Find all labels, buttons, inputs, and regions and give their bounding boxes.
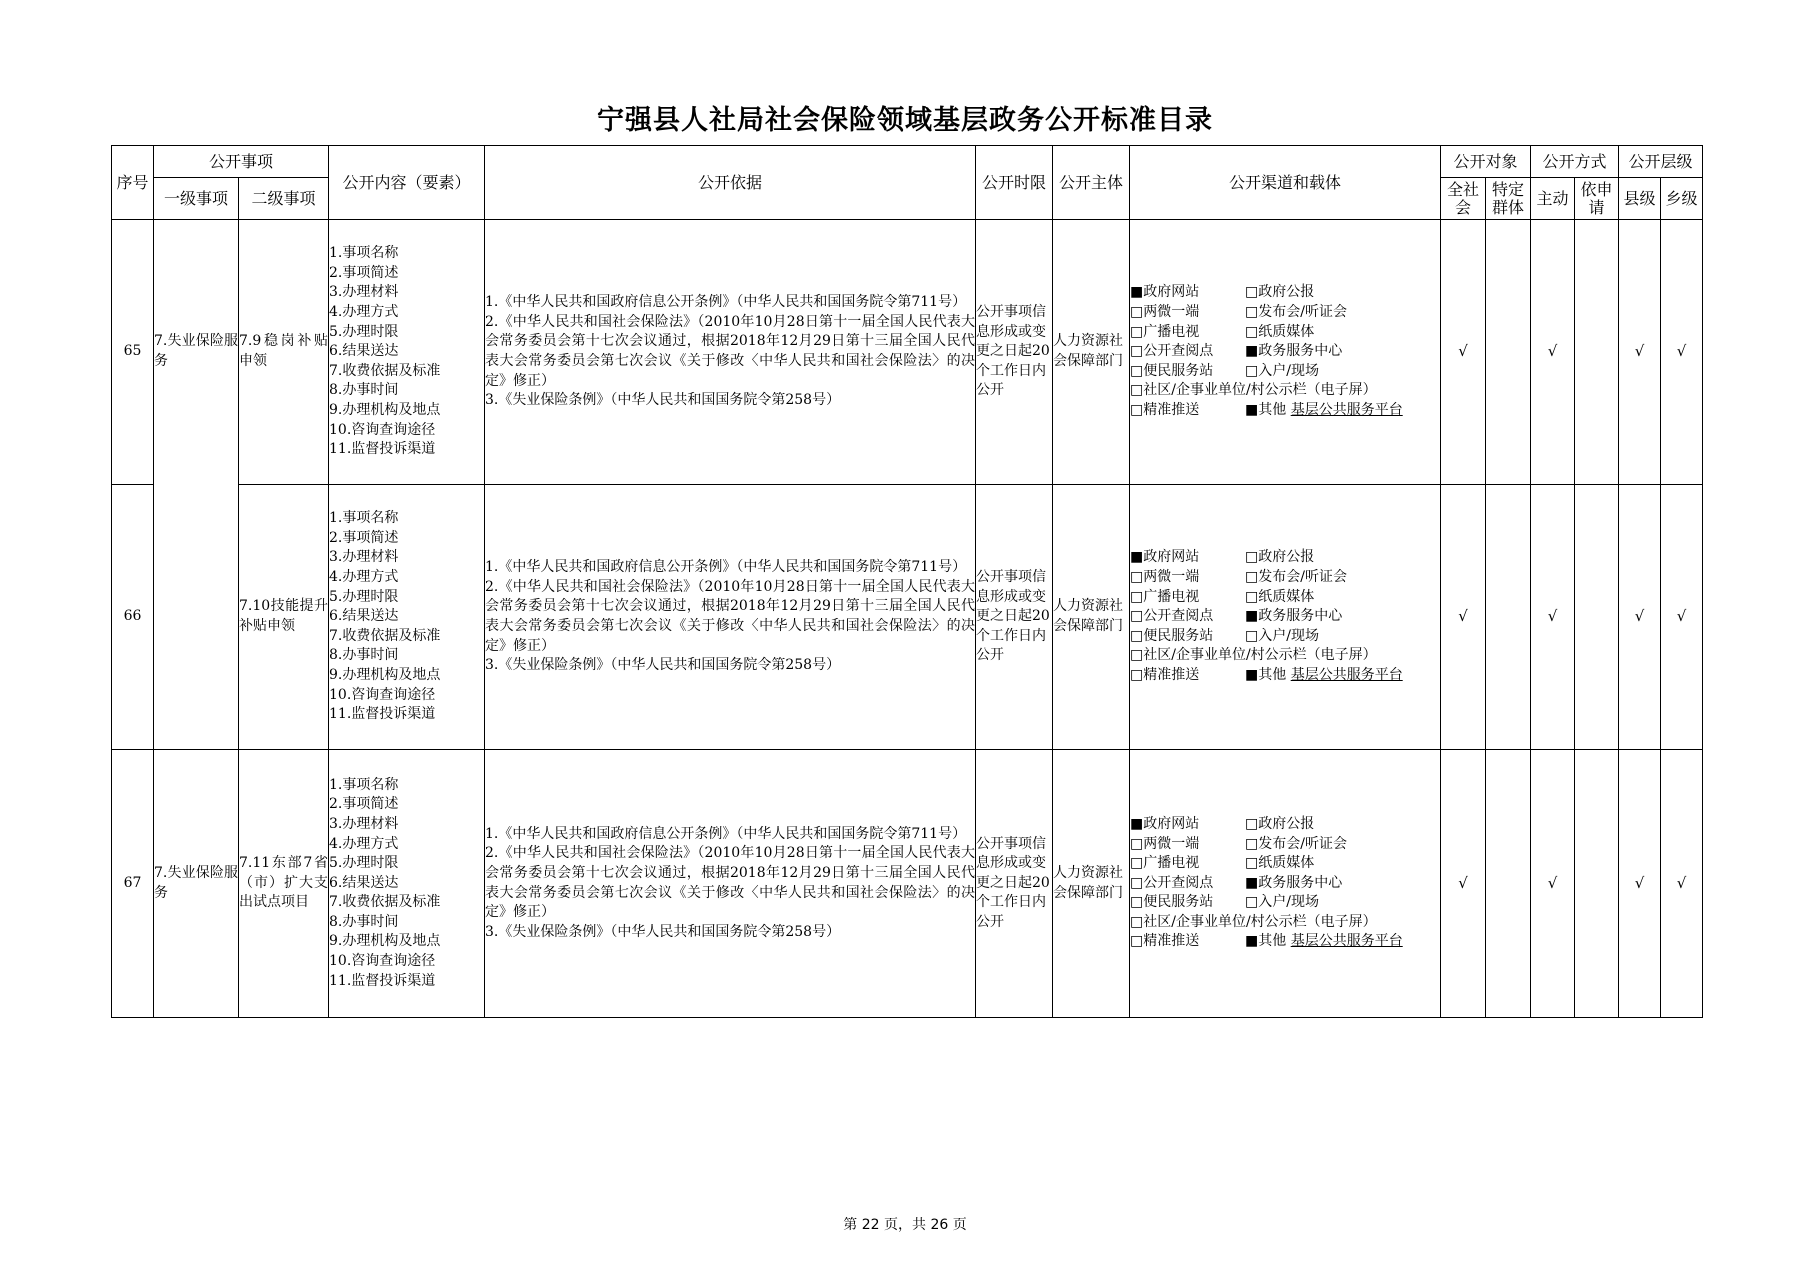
check-specific [1486, 750, 1531, 1018]
check-specific [1486, 220, 1531, 485]
list-item: 5.办理时限 [329, 588, 399, 605]
channel-option: □公开查阅点 [1130, 343, 1214, 360]
list-item: 9.办理机构及地点 [329, 666, 441, 683]
list-item: 7.收费依据及标准 [329, 894, 441, 911]
check-request [1575, 750, 1619, 1018]
channel-option: □精准推送 [1130, 401, 1200, 418]
row-seq: 66 [112, 485, 154, 750]
header-seq: 序号 [112, 146, 154, 220]
basis-item: 2.《中华人民共和国社会保险法》（2010年10月28日第十一届全国人民代表大会常务委员会第十七次会议通过，根据2018年12月29日第十三届全国人民代表大会常务委员会第七次会议《关于修改〈中华人民共和国社会保险法〉的决定》修正） [485, 845, 976, 921]
list-item: 4.办理方式 [329, 569, 399, 586]
channel-option: □公开查阅点 [1130, 874, 1214, 891]
channel-option: ■其他 [1245, 666, 1287, 683]
list-item: 1.事项名称 [329, 510, 399, 527]
channel-option: □纸质媒体 [1245, 323, 1315, 340]
channel-option: ■政务服务中心 [1245, 608, 1343, 625]
channel-option: □发布会/听证会 [1245, 569, 1347, 586]
header-item-group: 公开事项 [154, 146, 329, 178]
table-row [112, 750, 1703, 1018]
row-subject: 人力资源社会保障部门 [1053, 220, 1130, 485]
row-channels [1130, 485, 1441, 750]
channel-option: □精准推送 [1130, 666, 1200, 683]
row-level1: 7.失业保险服务 [154, 750, 239, 1018]
check-specific [1486, 485, 1531, 750]
check-county: √ [1619, 750, 1661, 1018]
channel-option: ■政府网站 [1130, 815, 1200, 832]
header-basis: 公开依据 [485, 146, 976, 220]
row-content-list [329, 220, 485, 485]
list-item: 8.办事时间 [329, 647, 399, 664]
channel-option: ■政府网站 [1130, 549, 1200, 566]
check-township: √ [1661, 750, 1703, 1018]
check-county: √ [1619, 485, 1661, 750]
channel-option: □发布会/听证会 [1245, 835, 1347, 852]
header-level-county: 县级 [1619, 178, 1661, 220]
channel-option: □政府公报 [1245, 815, 1315, 832]
row-level2: 7.11东部7省（市）扩大支出试点项目 [239, 750, 329, 1018]
channel-option: □便民服务站 [1130, 894, 1214, 911]
row-channels [1130, 220, 1441, 485]
list-item: 3.办理材料 [329, 815, 399, 832]
list-item: 10.咨询查询途径 [329, 686, 436, 703]
header-level1: 一级事项 [154, 178, 239, 220]
list-item: 7.收费依据及标准 [329, 627, 441, 644]
header-level2: 二级事项 [239, 178, 329, 220]
header-method-active: 主动 [1531, 178, 1575, 220]
basis-item: 2.《中华人民共和国社会保险法》（2010年10月28日第十一届全国人民代表大会常务委员会第十七次会议通过，根据2018年12月29日第十三届全国人民代表大会常务委员会第七次会议《关于修改〈中华人民共和国社会保险法〉的决定》修正） [485, 578, 976, 654]
channel-option: □两微一端 [1130, 835, 1200, 852]
basis-item: 1.《中华人民共和国政府信息公开条例》（中华人民共和国国务院令第711号） [485, 825, 967, 842]
channel-option: □政府公报 [1245, 549, 1315, 566]
header-channel: 公开渠道和载体 [1130, 146, 1441, 220]
channel-other-detail: 基层公共服务平台 [1290, 401, 1403, 418]
page-title: 宁强县人社局社会保险领域基层政务公开标准目录 [597, 105, 1213, 136]
check-all: √ [1441, 750, 1486, 1018]
list-item: 5.办理时限 [329, 855, 399, 872]
row-seq: 67 [112, 750, 154, 1018]
list-item: 8.办事时间 [329, 913, 399, 930]
check-request [1575, 485, 1619, 750]
list-item: 2.事项简述 [329, 529, 399, 546]
row-level1: 7.失业保险服务 [154, 220, 239, 750]
check-all: √ [1441, 485, 1486, 750]
table-row [112, 220, 1703, 485]
channel-option: □精准推送 [1130, 933, 1200, 950]
header-content: 公开内容（要素） [329, 146, 485, 220]
channel-option: □广播电视 [1130, 855, 1200, 872]
check-all: √ [1441, 220, 1486, 485]
list-item: 10.咨询查询途径 [329, 421, 436, 438]
header-level-group: 公开层级 [1619, 146, 1703, 178]
channel-option: ■政务服务中心 [1245, 874, 1343, 891]
channel-option: □社区/企事业单位/村公示栏（电子屏） [1130, 647, 1377, 664]
list-item: 11.监督投诉渠道 [329, 972, 436, 989]
header-level-township: 乡级 [1661, 178, 1703, 220]
basis-item: 1.《中华人民共和国政府信息公开条例》（中华人民共和国国务院令第711号） [485, 559, 967, 576]
channel-option: □便民服务站 [1130, 627, 1214, 644]
channel-option: □两微一端 [1130, 304, 1200, 321]
channel-option: □入户/现场 [1245, 362, 1319, 379]
header-method-group: 公开方式 [1531, 146, 1619, 178]
list-item: 4.办理方式 [329, 304, 399, 321]
list-item: 7.收费依据及标准 [329, 362, 441, 379]
check-request [1575, 220, 1619, 485]
row-subject: 人力资源社会保障部门 [1053, 485, 1130, 750]
check-township: √ [1661, 220, 1703, 485]
row-channels [1130, 750, 1441, 1018]
basis-item: 3.《失业保险条例》（中华人民共和国国务院令第258号） [485, 923, 841, 940]
list-item: 11.监督投诉渠道 [329, 441, 436, 458]
channel-option: □纸质媒体 [1245, 588, 1315, 605]
check-active: √ [1531, 750, 1575, 1018]
list-item: 8.办事时间 [329, 382, 399, 399]
check-county: √ [1619, 220, 1661, 485]
list-item: 3.办理材料 [329, 284, 399, 301]
row-time: 公开事项信息形成或变更之日起20个工作日内公开 [976, 750, 1053, 1018]
check-township: √ [1661, 485, 1703, 750]
header-subject: 公开主体 [1053, 146, 1130, 220]
list-item: 10.咨询查询途径 [329, 953, 436, 970]
header-time: 公开时限 [976, 146, 1053, 220]
catalog-table [111, 145, 1703, 1018]
list-item: 2.事项简述 [329, 264, 399, 281]
channel-other-detail: 基层公共服务平台 [1290, 933, 1403, 950]
list-item: 6.结果送达 [329, 343, 399, 360]
basis-item: 3.《失业保险条例》（中华人民共和国国务院令第258号） [485, 392, 841, 409]
row-level2: 7.10技能提升补贴申领 [239, 485, 329, 750]
header-target-group: 公开对象 [1441, 146, 1531, 178]
list-item: 6.结果送达 [329, 608, 399, 625]
row-content-list [329, 485, 485, 750]
channel-other-detail: 基层公共服务平台 [1290, 666, 1403, 683]
list-item: 5.办理时限 [329, 323, 399, 340]
page-footer: 第 22 页，共 26 页 [843, 1217, 967, 1233]
row-basis [485, 750, 976, 1018]
header-target-specific: 特定群体 [1486, 178, 1531, 220]
check-active: √ [1531, 485, 1575, 750]
basis-item: 3.《失业保险条例》（中华人民共和国国务院令第258号） [485, 657, 841, 674]
channel-option: ■其他 [1245, 401, 1287, 418]
list-item: 11.监督投诉渠道 [329, 706, 436, 723]
list-item: 1.事项名称 [329, 776, 399, 793]
list-item: 1.事项名称 [329, 245, 399, 262]
basis-item: 2.《中华人民共和国社会保险法》（2010年10月28日第十一届全国人民代表大会常务委员会第十七次会议通过，根据2018年12月29日第十三届全国人民代表大会常务委员会第七次会议《关于修改〈中华人民共和国社会保险法〉的决定》修正） [485, 313, 976, 389]
channel-option: □广播电视 [1130, 588, 1200, 605]
list-item: 4.办理方式 [329, 835, 399, 852]
row-level2: 7.9稳岗补贴申领 [239, 220, 329, 485]
row-time: 公开事项信息形成或变更之日起20个工作日内公开 [976, 485, 1053, 750]
channel-option: □便民服务站 [1130, 362, 1214, 379]
list-item: 6.结果送达 [329, 874, 399, 891]
list-item: 9.办理机构及地点 [329, 401, 441, 418]
row-content-list [329, 750, 485, 1018]
channel-option: □发布会/听证会 [1245, 304, 1347, 321]
row-basis [485, 220, 976, 485]
channel-option: □纸质媒体 [1245, 855, 1315, 872]
channel-option: □公开查阅点 [1130, 608, 1214, 625]
row-basis [485, 485, 976, 750]
list-item: 2.事项简述 [329, 796, 399, 813]
table-row [112, 485, 1703, 750]
row-seq: 65 [112, 220, 154, 485]
channel-option: ■政务服务中心 [1245, 343, 1343, 360]
channel-option: □社区/企事业单位/村公示栏（电子屏） [1130, 382, 1377, 399]
channel-option: □两微一端 [1130, 569, 1200, 586]
channel-option: □入户/现场 [1245, 894, 1319, 911]
basis-item: 1.《中华人民共和国政府信息公开条例》（中华人民共和国国务院令第711号） [485, 294, 967, 311]
channel-option: ■政府网站 [1130, 284, 1200, 301]
channel-option: □社区/企事业单位/村公示栏（电子屏） [1130, 913, 1377, 930]
header-target-all: 全社会 [1441, 178, 1486, 220]
row-subject: 人力资源社会保障部门 [1053, 750, 1130, 1018]
list-item: 3.办理材料 [329, 549, 399, 566]
header-method-request: 依申请 [1575, 178, 1619, 220]
channel-option: □广播电视 [1130, 323, 1200, 340]
list-item: 9.办理机构及地点 [329, 933, 441, 950]
channel-option: □入户/现场 [1245, 627, 1319, 644]
row-time: 公开事项信息形成或变更之日起20个工作日内公开 [976, 220, 1053, 485]
check-active: √ [1531, 220, 1575, 485]
channel-option: □政府公报 [1245, 284, 1315, 301]
channel-option: ■其他 [1245, 933, 1287, 950]
